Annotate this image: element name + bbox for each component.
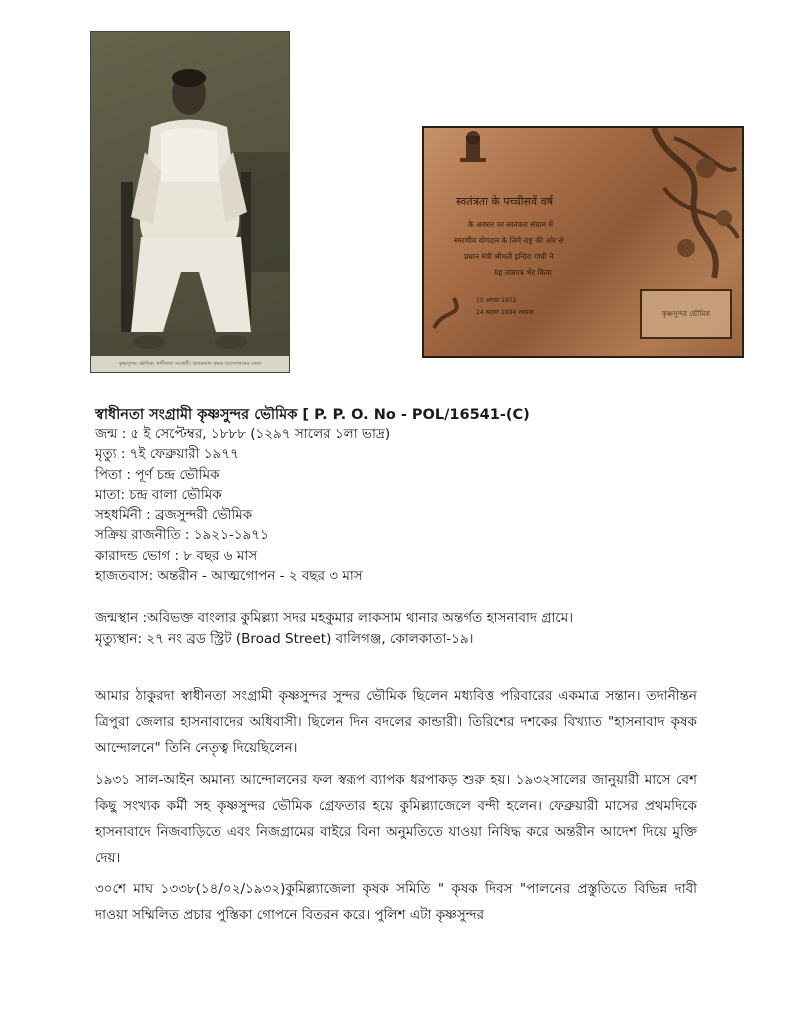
deathplace: মৃত্যুস্থান: ২৭ নং ব্রড স্ট্রিট (Broad Street) বালিগঞ্জ, কোলকাতা-১৯। [95,630,474,647]
copper-plaque-image [422,126,744,358]
paragraph-2: ১৯৩১ সাল-আইন অমান্য আন্দোলনের ফল স্বরূপ ব্যাপক ধরপাকড় শুরু হয়। ১৯৩২সালের জানুয়ারী মাসে বেশ কিছু সংখ্যক কর্মী সহ কৃষ্ণসুন্দর ভৌমিক গ্রেফতার হয়ে কুমিল্ল্যাজেলে বন্দী হলেন। ফেব্রুয়ারী মাসের প্রথমদিকে হাসনাবাদে নিজবাড়িতে এবং নিজগ্রামের বাইরে বিনা অনুমতিতে যাওয়া নিষিদ্ধ করে অন্তরীন আদেশ দিয়ে মুক্তি দেয়। [95,772,697,866]
fact-active-politics: সক্রিয় রাজনীতি : ১৯২১-১৯৭১ [95,527,269,544]
plaque-line-1: स्वतंत्रता के पच्चीसवें वर्ष [456,195,554,208]
plaque-line-2: के अवसर पर स्वतंत्रता संग्राम में [468,220,553,229]
fact-father: পিতা : পূর্ণ চন্দ্র ভৌমিক [95,466,220,483]
fact-birth: জন্ম : ৫ ই সেপ্টেম্বর, ১৮৮৮ (১২৯৭ সালের ১লা ভাদ্র) [95,426,391,442]
plaque-line-4: प्रधान मंत्री श्रीमती इन्दिरा गांधी ने [464,252,554,261]
bio-facts-list [95,424,390,586]
plaque-line-3: स्मरणीय योगदान के लिये राष्ट्र की ओर से [454,236,564,245]
paragraph-1: আমার ঠাকুরদা স্বাধীনতা সংগ্রামী কৃষ্ণসুন্দর সুন্দর ভৌমিক ছিলেন মধ্যবিত্ত পরিবারের একমাত্র সন্তান। তদানীন্তন ত্রিপুরা জেলার হাসনাবাদের অধিবাসী। ছিলেন দিন বদলের কান্ডারী। তিরিশের দশকের বিখ্যাত "হাসনাবাদ কৃষক আন্দোলনে" তিনি নেতৃত্ব দিয়েছিলেন। [95,688,697,756]
bio-places [95,608,573,649]
fact-detention: হাজতবাস: অন্তরীন - আত্মগোপন - ২ বছর ৩ মাস [95,568,363,585]
page-title: স্বাধীনতা সংগ্রামী কৃষ্ণসুন্দর ভৌমিক [ P. P. O. No - POL/16541-(C) [95,407,530,423]
plaque-date-2: 24 श्रावण 1894 शकाब्द [476,309,534,316]
plaque-date-1: 15 अगस्त 1972 [476,297,517,304]
paragraph-3: ৩০শে মাঘ ১৩৩৮(১৪/০২/১৯৩২)কুমিল্ল্যাজেলা কৃষক সমিতি " কৃষক দিবস "পালনের প্রস্তুতিতে বিভিন্ন দাবী দাওয়া সম্মিলিত প্রচার পুস্তিকা গোপনে বিতরন করে। পুলিশ এটা কৃষ্ণসুন্দর [95,881,697,923]
fact-mother: মাতা: চন্দ্র বালা ভৌমিক [95,486,222,503]
fact-death: মৃত্যু : ৭ই ফেব্রুয়ারী ১৯৭৭ [95,446,239,463]
birthplace: জন্মস্থান :অবিভক্ত বাংলার কুমিল্ল্যা সদর মহকুমার লাকসাম থানার অন্তর্গত হাসনাবাদ গ্রামে। [95,610,574,626]
national-emblem-icon [460,131,486,162]
plaque-name-box: কৃষ্ণসুন্দর ভৌমিক [661,310,711,318]
plaque-line-5: यह ताम्रपत्र भेंट किया [494,268,552,277]
fact-imprisonment: কারাদন্ড ভোগ : ৮ বছর ৬ মাস [95,547,258,564]
fact-spouse: সহধর্মিনী : ব্রজসুন্দরী ভৌমিক [95,507,253,524]
photo-caption: কৃষ্ণসুন্দর ভৌমিক, স্বাধীনতা সংগ্রামী, হাসনাবাদ কৃষক আন্দোলনের নেতা [91,356,289,372]
portrait-figure [91,32,290,373]
portrait-photo [90,31,290,373]
